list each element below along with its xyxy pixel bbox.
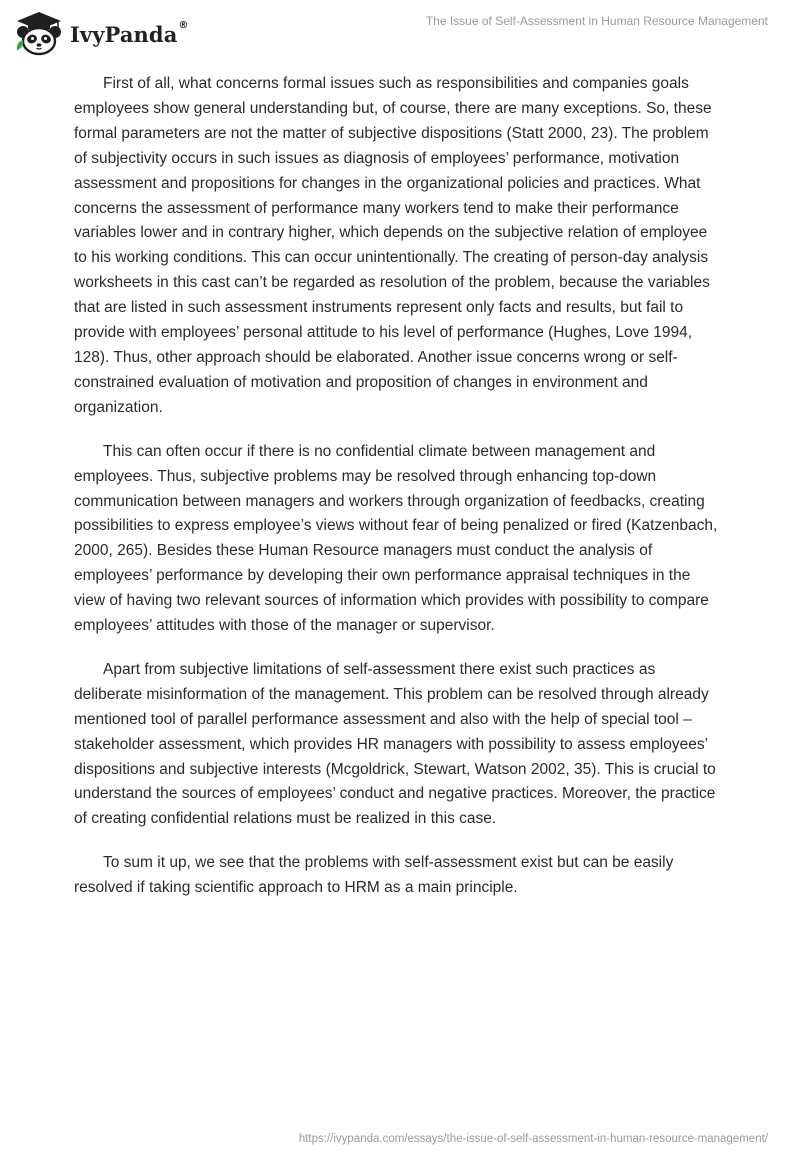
paragraph-3: Apart from subjective limitations of self-assessment there exist such practices as deliberate misinformation of the management. This problem can be resolved through already mentioned tool of parallel performance assessment and also with the help of special tool – stakeholder assessment, which provides HR managers with possibility to assess employees’ dispositions and subjective interests (Mcgoldrick, Stewart, Watson 2002, 35). This is crucial to understand the sources of employees’ conduct and negative practices. Moreover, the practice of creating confidential relations must be realized in this case. [74,660,716,828]
ivypanda-logo[interactable] [14,10,189,56]
paragraph-4: To sum it up, we see that the problems with self-assessment exist but can be easily resolved if taking scientific approach to HRM as a main principle. [74,854,674,897]
document-title: The Issue of Self-Assessment in Human Resource Management [425,14,768,28]
panda-graduation-cap-icon [14,10,64,56]
source-url-link[interactable]: https://ivypanda.com/essays/the-issue-of-self-assessment-in-human-resource-management/ [298,1133,768,1145]
logo-wordmark: IvyPanda® [70,19,189,47]
registered-mark: ® [178,19,189,31]
paragraph-1: First of all, what concerns formal issues such as responsibilities and companies goals employees show general understanding but, of course, there are many exceptions. So, these formal parameters are not the matter of subjective dispositions (Statt 2000, 23). The problem of subjectivity occurs in such issues as diagnosis of employees’ performance, motivation assessment and propositions for changes in the organizational policies and practices. What concerns the assessment of performance many workers tend to make their performance variables lower and in contrary higher, which depends on the subjective relation of employee to his working conditions. This can occur unintentionally. The creating of person-day analysis worksheets in this cast can’t be regarded as resolution of the problem, because the variables that are listed in such assessment instruments represent only facts and results, but fail to provide with employees’ personal attitude to his level of performance (Hughes, Love 1994, 128). Thus, other approach should be elaborated. Another issue concerns wrong or self-constrained evaluation of motivation and proposition of changes in environment and organization. [74,75,712,416]
essay-body [74,72,724,920]
paragraph-2: This can often occur if there is no confidential climate between management and employees. Thus, subjective problems may be resolved through enhancing top-down communication between managers and workers through organization of feedbacks, creating possibilities to express employee’s views without fear of being penalized or fired (Katzenbach, 2000, 265). Besides these Human Resource managers must conduct the analysis of employees’ performance by developing their own performance appraisal techniques in the view of having two relevant sources of information which provides with possibility to compare employees’ attitudes with those of the manager or supervisor. [74,442,718,635]
page-header [0,0,800,60]
